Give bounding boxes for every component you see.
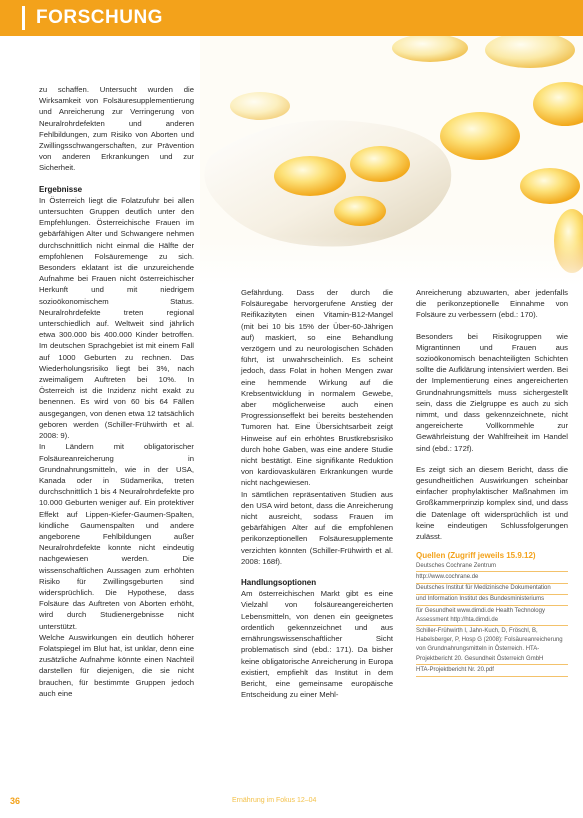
capsule xyxy=(274,156,346,196)
page-number: 36 xyxy=(10,796,21,806)
paragraph: zu schaffen. Untersucht wurden die Wirksamkeit von Folsäuresupplementierung und Anreicherung zur Verringerung von Neuralrohrdefekten und anderen Fehlbildungen, zum Risiko von Aborten und Zwillingsschwangerschaften, zur Prävention von anderen Erkrankungen und zur Sicherheit. xyxy=(39,85,194,173)
source-line: und Information Institut des Bundesministeriums xyxy=(416,595,568,606)
source-link[interactable]: http://www.cochrane.de xyxy=(416,572,568,583)
source-line: für Gesundheit www.dimdi.de Health Technology Assessment http://hta.dimdi.de xyxy=(416,606,568,626)
capsule xyxy=(230,92,290,120)
paragraph: In sämtlichen repräsentativen Studien aus den USA wird betont, dass die Anreicherung nicht ausreicht, sodass Frauen im gebärfähigen Alter auf die empfohlenen perikonzeptionellen Folsäuresupplemente verzichten könnten (Schiller-Frühwirth et al. 2008: 168f). xyxy=(241,489,393,566)
paragraph: Es zeigt sich an diesem Bericht, dass die gesundheitlichen Auswirkungen scheinbar einfacher prophylaktischer Maßnahmen im Großkammerprinzip komplex sind, und dass die Datenlage oft widersprüchlich ist und keine eindeutigen Schlussfolgerungen zulässt. xyxy=(416,464,568,542)
section-heading: Handlungsoptionen xyxy=(241,578,317,588)
source-line: HTA-Projektbericht Nr. 20.pdf xyxy=(416,665,568,676)
capsule xyxy=(334,196,386,226)
section-header xyxy=(0,0,583,36)
header-accent-stripe xyxy=(22,6,25,30)
sources-box xyxy=(416,550,568,676)
magazine-footer: Ernährung im Fokus 12–04 xyxy=(232,797,317,804)
source-line: Deutsches Cochrane Zentrum xyxy=(416,561,568,572)
source-line: Deutsches Institut für Medizinische Dokumentation xyxy=(416,584,568,595)
capsules-photo xyxy=(200,36,583,286)
text-column-1 xyxy=(39,84,194,699)
paragraph: Besonders bei Risikogruppen wie Migrantinnen und Frauen aus sozioökonomisch benachteiligten Schichten sollte die Aufklärung intensiviert werden. Bei der Implementierung eines angereicherten Grundnahrungsmittels muss sichergestellt sein, dass die Zielgruppe es auch zu sich nimmt, und dass gekennzeichnete, nicht angereicherte Vollkornmehle zur Gewährleistung der Wahlfreiheit im Handel sind (ebd.: 172f). xyxy=(416,331,568,453)
paragraph: Gefährdung. Dass der durch die Folsäuregabe hervorgerufene Anstieg der Reifikazityten einen Vitamin-B12-Mangel (mit bei 10 bis 15% der Über-60-Jährigen auf) maskiert, so eine Behandlung verzögern und zu neurologischen Schäden führt, ist unwahrscheinlich. Es scheint jedoch, dass Folat in hohen Mengen zwar eine hemmende Wirkung auf die Krebsentwicklung in normalem Gewebe, aber möglicherweise auch einen Progressionseffekt bei bereits bestehenden Tumoren hat. Eine Übersichtsarbeit zeigt Hinweise auf ein erhöhtes Brustkrebsrisiko durch hohe Gaben, was eine andere Studie nicht bestätigt. Eine signifikante Reduktion von kardiovaskulären Erkrankungen wurde nicht nachgewiesen. xyxy=(241,288,393,488)
text-column-2 xyxy=(241,287,393,700)
capsule xyxy=(520,168,580,204)
paragraph: In Österreich liegt die Folatzufuhr bei allen untersuchten Gruppen deutlich unter den Empfehlungen. Österreichische Frauen im gebärfähigen Alter und Schwangere nehmen durchschnittlich nicht einmal die Hälfte der empfohlenen Folsäuremenge zu sich. Besonders eklatant ist die unzureichende Aufnahme bei Frauen nicht österreichischer Herkunft und mit niedrigem sozioökonomischem Status. Neuralrohrdefekte treten regional unterschiedlich auf. Weltweit sind jährlich etwa 300.000 bis 400.000 Kinder betroffen. Im deutschen Sprachgebiet ist mit einem Fall auf 1000 Geburten zu rechnen. Das Wiederholungsrisiko liegt bei 3%, nach zweimaligem Auftreten bei 10%. In Österreich ist die Inzidenz nicht exakt zu benennen. Es wird von 60 bis 64 Fällen ausgegangen, von denen etwa 12 tatsächlich geboren werden (Schiller-Frühwirth et al. 2008: 9). xyxy=(39,195,194,441)
section-title: FORSCHUNG xyxy=(36,7,163,28)
capsule xyxy=(440,112,520,160)
paragraph: In Ländern mit obligatorischer Folsäureanreicherung in Grundnahrungsmitteln, wie in der USA, Kanada oder in Südamerika, treten durchschnittlich 1 bis 4 Neuralrohrdefekte pro 10.000 Geburten weniger auf. Ein protektiver Effekt auf Lippen-Kiefer-Gaumen-Spalten, kindliche Gaumenspalten und andere angeborene Fehlbildungen außer Neuralrohrdefekte konnte nicht eindeutig nachgewiesen werden. Die wissenschaftlichen Aussagen zum erhöhten Risiko für Zwillingsgeburten sind widersprüchlich. Die Hypothese, dass Folsäure das Auftreten von Aborten erhöht, wird durch Studienergebnisse nicht unterstützt. xyxy=(39,442,194,631)
paragraph: Am österreichischen Markt gibt es eine Vielzahl von folsäureangereicherten Lebensmitteln, von denen ein geeignetes ordentlich gekennzeichnet und aus ernährungswissenschaftlicher Sicht problematisch sind (ebd.: 171). Da bisher keine obligatorische Anreicherung in Europa existiert, empfiehlt das Institut in dem Bericht, eine gemeinsame europäische Entscheidung zu einer Mehl- xyxy=(241,589,393,700)
paragraph: Welche Auswirkungen ein deutlich höherer Folatspiegel im Blut hat, ist unklar, denn eine zusätzliche Aufnahme könnte einen Nachteil darstellen für diejenigen, die sie nicht brauchen, für bestimmte Gruppen jedoch auch eine xyxy=(39,632,194,698)
section-heading: Ergebnisse xyxy=(39,184,83,194)
capsule xyxy=(350,146,410,182)
paragraph: Anreicherung abzuwarten, aber jedenfalls die perikonzeptionelle Einnahme von Folsäure zu verbessern (ebd.: 170). xyxy=(416,288,568,320)
sources-heading: Quellen (Zugriff jeweils 15.9.12) xyxy=(416,551,536,561)
text-column-3 xyxy=(416,287,568,677)
source-line: Schiller-Frühwirth I, Jahn-Kuch, D, Fröschl, B, Habelsberger, P, Hosp G (2008): Folsäureanreicherung von Grundnahrungsmitteln in Österreich. HTA-Projektbericht 20. Gesundheit Österreich GmbH xyxy=(416,626,568,665)
